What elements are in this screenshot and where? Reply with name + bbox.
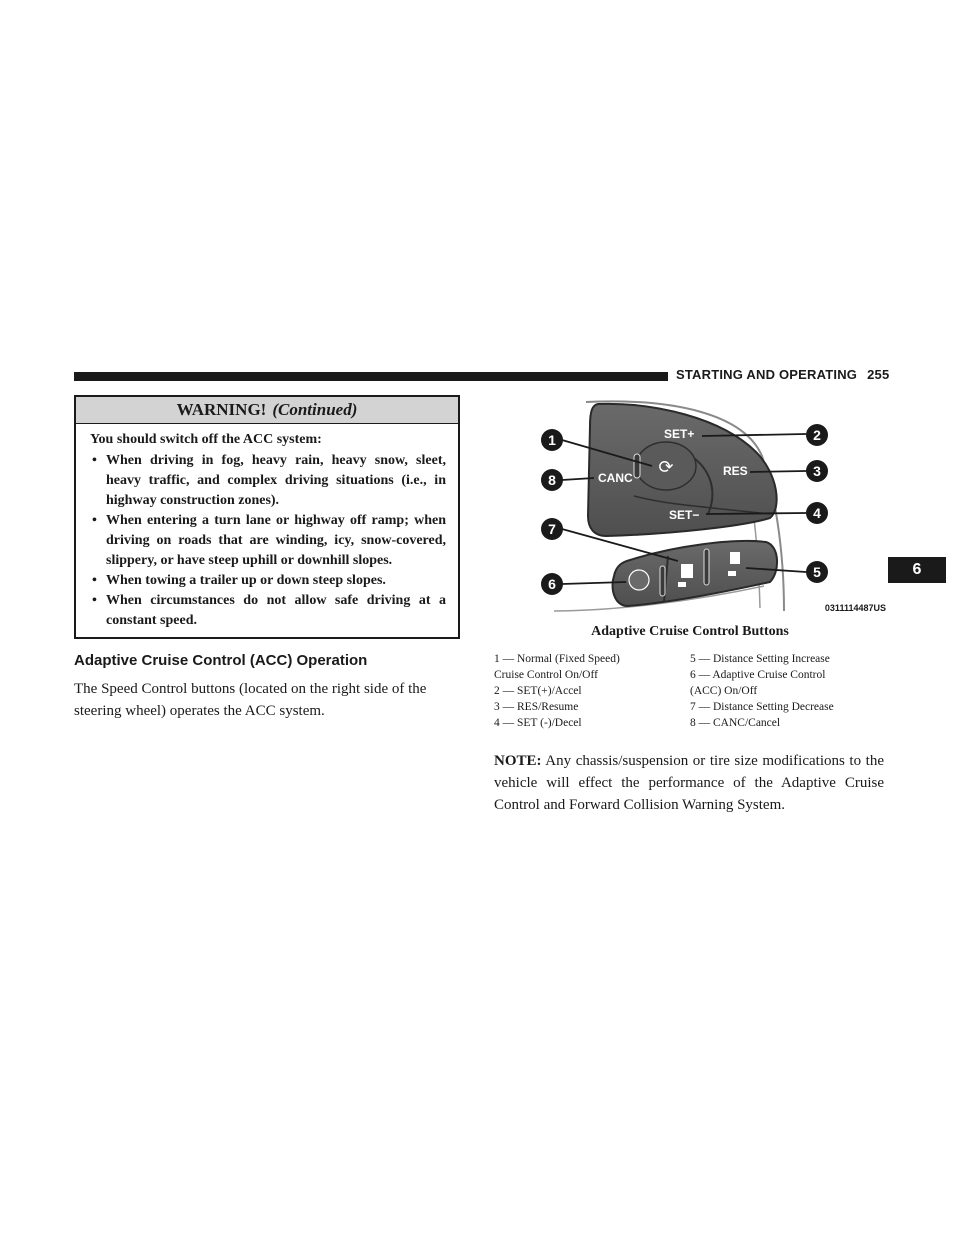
section-heading: Adaptive Cruise Control (ACC) Operation — [74, 652, 368, 669]
callout-number: 8 — [548, 472, 556, 488]
legend-line: 1 — Normal (Fixed Speed) — [494, 653, 620, 665]
acc-buttons-illustration — [494, 396, 886, 616]
distance-increase-icon — [730, 552, 740, 564]
callout-number: 5 — [813, 564, 821, 580]
warning-header — [76, 397, 458, 424]
set-minus-label: SET− — [669, 508, 700, 522]
callout-number: 2 — [813, 427, 821, 443]
note-text: Any chassis/suspension or tire size modifications to the vehicle will effect the performance of the Adaptive Cruise Control and Forward Collision Warning System. — [494, 753, 884, 813]
legend-line: 5 — Distance Setting Increase — [690, 653, 830, 665]
warning-item: • When driving in fog, heavy rain, heavy snow, sleet, heavy traffic, and complex driving situations (i.e., in highway construction zones). — [90, 451, 446, 511]
figure-caption: Adaptive Cruise Control Buttons — [591, 624, 789, 639]
warning-item: • When circumstances do not allow safe driving at a constant speed. — [90, 591, 446, 631]
warning-intro: You should switch off the ACC system: — [90, 432, 322, 447]
header-rule — [74, 372, 668, 381]
note-label: NOTE: — [494, 753, 542, 769]
canc-side-button — [634, 454, 640, 478]
warning-box — [74, 395, 460, 639]
callout-number: 4 — [813, 505, 821, 521]
legend-line: Cruise Control On/Off — [494, 669, 598, 681]
chapter-tab-number: 6 — [912, 561, 922, 578]
page-number: 255 — [867, 367, 890, 382]
warning-title: WARNING! — [176, 400, 267, 419]
speedometer-icon: ⟳ — [658, 457, 674, 478]
callout-number: 6 — [548, 576, 556, 592]
warning-list — [90, 451, 446, 631]
legend-line: 6 — Adaptive Cruise Control — [690, 669, 826, 681]
set-plus-label: SET+ — [664, 427, 695, 441]
acc-button-divider — [660, 566, 665, 596]
warning-body — [76, 424, 458, 631]
legend-line: 7 — Distance Setting Decrease — [690, 701, 834, 713]
legend-column-left — [494, 651, 694, 731]
res-label: RES — [723, 464, 748, 478]
body-paragraph: The Speed Control buttons (located on the right side of the steering wheel) operates the ACC system. — [74, 681, 427, 719]
legend-line: 8 — CANC/Cancel — [690, 717, 781, 729]
warning-item: • When entering a turn lane or highway off ramp; when driving on roads that are winding, icy, snow-covered, slippery, or have steep uphill or downhill slopes. — [90, 511, 446, 571]
figure-code: 0311114487US — [824, 603, 886, 613]
canc-label: CANC — [598, 471, 633, 485]
callout-number: 3 — [813, 463, 821, 479]
legend-line: 3 — RES/Resume — [494, 701, 579, 713]
note-paragraph — [494, 750, 884, 816]
callout-number: 7 — [548, 521, 556, 537]
legend-line: 2 — SET(+)/Accel — [494, 685, 582, 697]
acc-car-icon — [629, 570, 649, 590]
running-header — [676, 367, 889, 382]
warning-item: • When towing a trailer up or down steep slopes. — [90, 571, 446, 591]
distance-bars-icon — [728, 571, 736, 576]
legend-column-right — [690, 651, 890, 731]
warning-continued: (Continued) — [272, 400, 358, 419]
legend-line: 4 — SET (-)/Decel — [494, 717, 582, 729]
distance-decrease-icon — [681, 564, 693, 578]
callout-number: 1 — [548, 432, 556, 448]
section-title: STARTING AND OPERATING — [676, 367, 858, 382]
distance-bars-icon — [678, 582, 686, 587]
distance-rocker-divider — [704, 549, 709, 585]
legend-line: (ACC) On/Off — [690, 685, 758, 697]
